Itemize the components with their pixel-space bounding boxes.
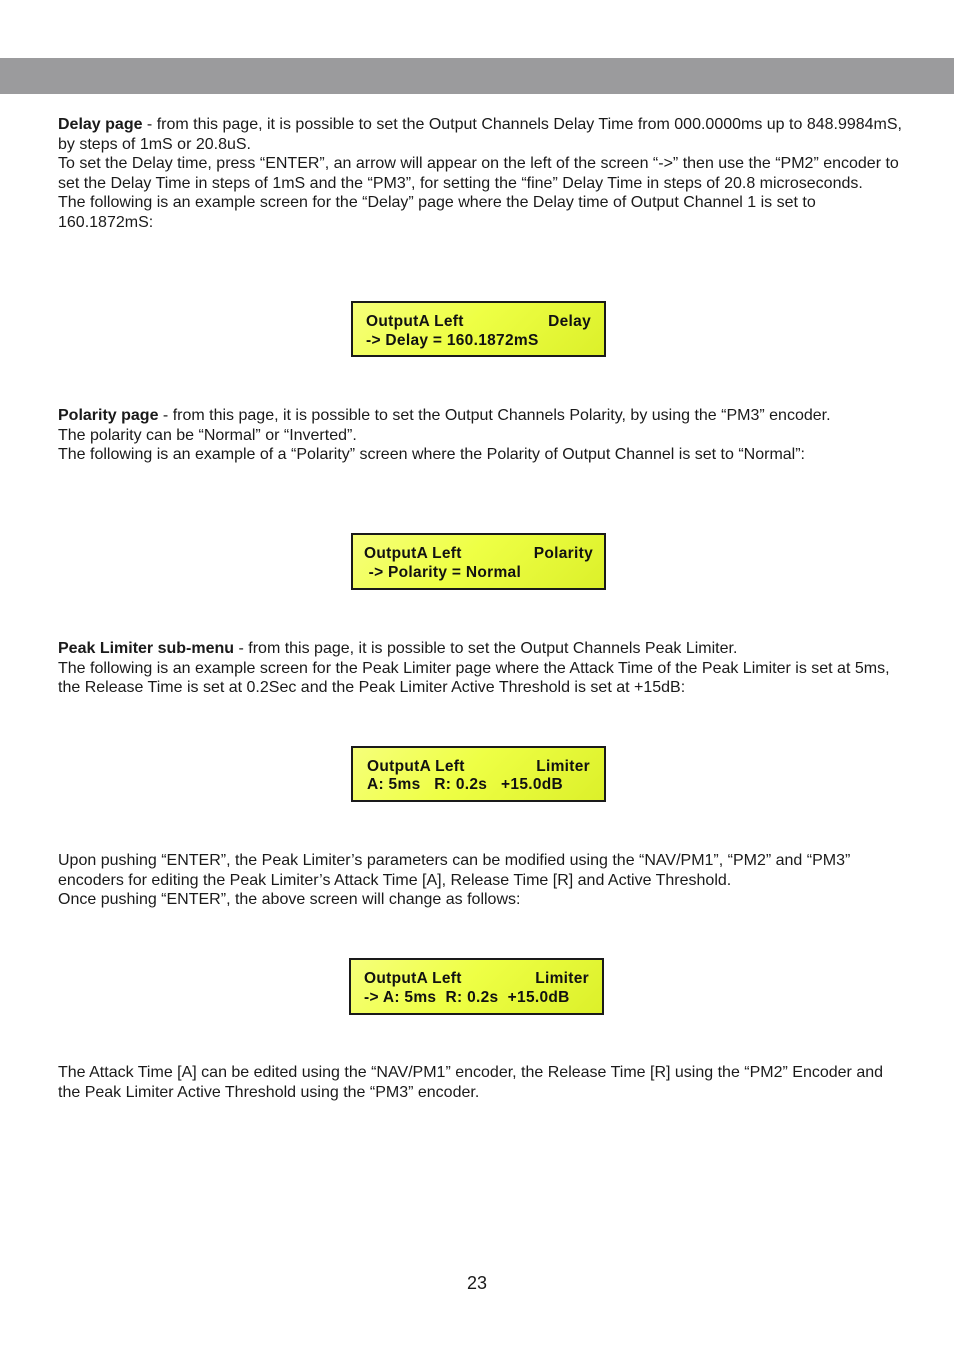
polarity-example-intro: The following is an example of a “Polarity” screen where the Polarity of Output Channel is set to “Normal”: [58,446,805,464]
lcd-delay-screen [351,301,606,357]
limiter-section [58,639,903,698]
lcd-polarity-page: Polarity [533,545,593,562]
delay-section [58,115,903,233]
delay-instructions: To set the Delay time, press “ENTER”, an arrow will appear on the left of the screen “->” then use the “PM2” encoder to set the Delay Time in steps of 1mS and the “PM3”, for setting the “fine” Delay Time in steps of 20.8 microseconds. [58,155,899,192]
lcd-delay-value: -> Delay = 160.1872mS [366,332,539,349]
polarity-heading: Polarity page [58,407,159,424]
lcd-limiter-edit-page: Limiter [535,970,589,987]
polarity-section [58,406,903,465]
delay-intro: Delay page - from this page, it is possible to set the Output Channels Delay Time from 000.0000ms up to 848.9984mS, by steps of 1mS or 20.8uS. [58,116,902,153]
lcd-limiter-edit-values: -> A: 5ms R: 0.2s +15.0dB [364,989,570,1006]
lcd-limiter-edit-title: OutputA Left [364,970,462,987]
lcd-limiter-values: A: 5ms R: 0.2s +15.0dB [367,776,564,793]
lcd-polarity-value: -> Polarity = Normal [364,564,522,581]
delay-example-intro: The following is an example screen for the “Delay” page where the Delay time of Output Channel 1 is set to 160.1872mS: [58,194,816,231]
limiter-example-intro: The following is an example screen for the Peak Limiter page where the Attack Time of the Peak Limiter is set at 5ms, the Release Time is set at 0.2Sec and the Peak Limiter Active Threshold is set at +15dB: [58,659,890,697]
polarity-intro: Polarity page - from this page, it is possible to set the Output Channels Polarity, by using the “PM3” encoder. [58,407,831,424]
enter-followup: Once pushing “ENTER”, the above screen will change as follows: [58,891,521,909]
header-band [0,58,954,94]
attack-section [58,1063,903,1102]
lcd-limiter-title: OutputA Left [367,758,465,775]
attack-description: The Attack Time [A] can be edited using the “NAV/PM1” encoder, the Release Time [R] using the “PM2” Encoder and the Peak Limiter Active Threshold using the “PM3” encoder. [58,1064,884,1101]
lcd-polarity-title: OutputA Left [364,545,462,562]
lcd-limiter-screen [351,746,606,802]
lcd-polarity-screen [351,533,606,590]
enter-section [58,851,903,910]
lcd-delay-page: Delay [548,313,591,330]
lcd-delay-title: OutputA Left [366,313,464,330]
lcd-limiter-edit-screen [349,958,604,1015]
enter-description: Upon pushing “ENTER”, the Peak Limiter’s parameters can be modified using the “NAV/PM1”, “PM2” and “PM3” encoders for editing the Peak Limiter’s Attack Time [A], Release Time [R] and Active Threshold. [58,852,851,889]
limiter-heading: Peak Limiter sub-menu [58,640,235,657]
delay-heading: Delay page [58,116,143,133]
page-number: 23 [466,1273,488,1293]
limiter-intro: Peak Limiter sub-menu - from this page, it is possible to set the Output Channels Peak Limiter. [58,640,738,657]
lcd-limiter-page: Limiter [536,758,590,775]
polarity-options: The polarity can be “Normal” or “Inverted”. [58,426,357,444]
